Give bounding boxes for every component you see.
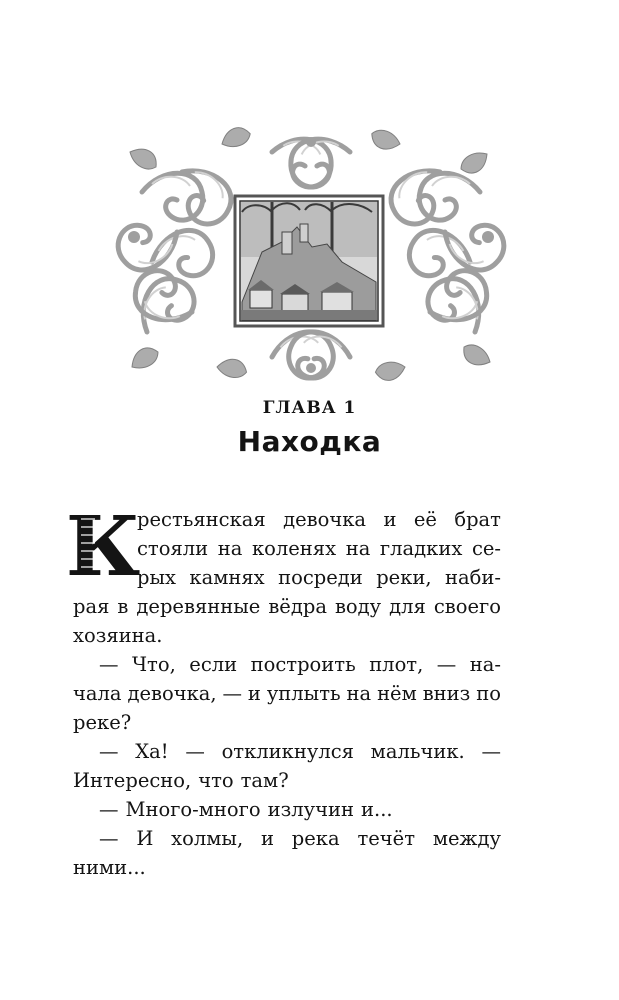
drop-cap-glyph: К	[65, 499, 141, 595]
text-line: — И холмы, и река течёт между	[99, 827, 501, 850]
text-line: чала девочка, — и уплыть на нём вниз по	[73, 682, 501, 705]
text-line: рая в деревянные вёдра воду для своего	[73, 595, 501, 618]
text-line: рестьянская девочка и её брат	[137, 508, 501, 531]
chapter-number: ГЛАВА 1	[262, 398, 357, 418]
text-line: Интересно, что там?	[73, 769, 289, 792]
chapter-ornament-illustration	[122, 132, 500, 376]
text-line: — Что, если построить плот, — на-	[99, 653, 501, 676]
chapter-body-text	[73, 505, 501, 882]
text-line: хозяина.	[73, 624, 163, 647]
text-line: — Ха! — откликнулся мальчик. —	[99, 740, 501, 763]
text-line: ними...	[73, 856, 146, 879]
text-line: стояли на коленях на гладких се-	[137, 537, 501, 560]
text-line: — Много-много излучин и...	[99, 798, 393, 821]
text-line: рых камнях посреди реки, наби-	[137, 566, 501, 589]
chapter-title: Находка	[237, 425, 382, 458]
text-line: реке?	[73, 711, 132, 734]
